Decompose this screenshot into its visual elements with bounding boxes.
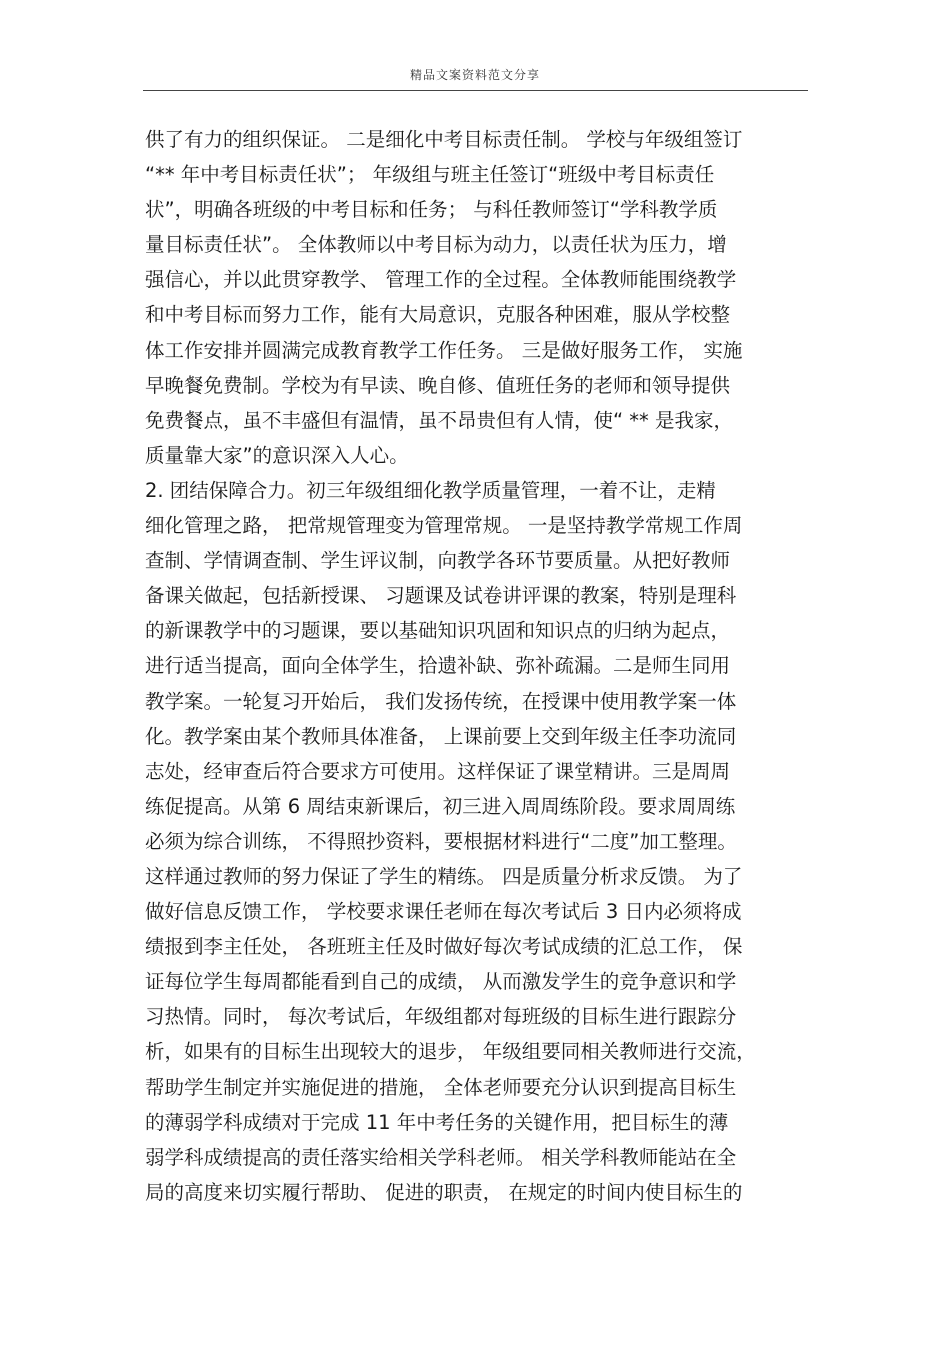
text-line: 志处，经审查后符合要求方可使用。这样保证了课堂精讲。三是周周	[145, 759, 731, 783]
text-line: 做好信息反馈工作， 学校要求课任老师在每次考试后 3 日内必须将成	[145, 900, 742, 924]
document-body	[145, 122, 815, 1210]
text-line: 析，如果有的目标生出现较大的退步， 年级组要同相关教师进行交流，	[145, 1040, 756, 1064]
text-line: 强信心，并以此贯穿教学、 管理工作的全过程。全体教师能围绕教学	[145, 268, 737, 292]
text-line: 2. 团结保障合力。初三年级组细化教学质量管理，一着不让，走精	[145, 478, 716, 502]
text-line: 必须为综合训练， 不得照抄资料，要根据材料进行“二度”加工整理。	[145, 829, 737, 853]
text-line: 查制、学情调查制、学生评议制，向教学各环节要质量。从把好教师	[145, 549, 731, 573]
text-line: 和中考目标而努力工作，能有大局意识，克服各种困难，服从学校整	[145, 303, 731, 327]
text-line: 体工作安排并圆满完成教育教学工作任务。 三是做好服务工作， 实施	[145, 338, 743, 362]
text-line: 细化管理之路， 把常规管理变为管理常规。 一是坚持教学常规工作周	[145, 514, 743, 538]
text-line: 早晚餐免费制。学校为有早读、晚自修、值班任务的老师和领导提供	[145, 373, 731, 397]
header-divider	[143, 90, 808, 91]
text-line: 教学案。一轮复习开始后， 我们发扬传统，在授课中使用教学案一体	[145, 689, 737, 713]
text-line: 量目标责任状”。 全体教师以中考目标为动力，以责任状为压力，增	[145, 233, 727, 257]
text-line: 供了有力的组织保证。 二是细化中考目标责任制。 学校与年级组签订	[145, 128, 743, 151]
text-line: 的薄弱学科成绩对于完成 11 年中考任务的关键作用，把目标生的薄	[145, 1110, 729, 1134]
text-line: 练促提高。从第 6 周结束新课后，初三进入周周练阶段。要求周周练	[145, 794, 736, 818]
text-line: 状”，明确各班级的中考目标和任务； 与科任教师签订“学科教学质	[145, 198, 718, 222]
text-line: 免费餐点，虽不丰盛但有温情，虽不昂贵但有人情，使“ ** 是我家，	[145, 408, 733, 432]
text-line: 这样通过教师的努力保证了学生的精练。 四是质量分析求反馈。 为了	[145, 864, 743, 888]
text-line: 进行适当提高，面向全体学生，拾遗补缺、弥补疏漏。二是师生同用	[145, 654, 731, 678]
text-line: 习热情。同时， 每次考试后，年级组都对每班级的目标生进行跟踪分	[145, 1005, 737, 1029]
text-line: “** 年中考目标责任状”； 年级组与班主任签订“班级中考目标责任	[145, 163, 715, 187]
text-line: 的新课教学中的习题课，要以基础知识巩固和知识点的归纳为起点，	[145, 619, 731, 643]
text-line: 质量靠大家”的意识深入人心。	[145, 443, 409, 467]
text-line: 弱学科成绩提高的责任落实给相关学科老师。 相关学科教师能站在全	[145, 1145, 737, 1169]
text-line: 备课关做起，包括新授课、 习题课及试卷讲评课的教案，特别是理科	[145, 584, 737, 608]
page-header: 精品文案资料范文分享	[409, 68, 540, 82]
text-line: 证每位学生每周都能看到自己的成绩， 从而激发学生的竞争意识和学	[145, 970, 737, 994]
text-line: 帮助学生制定并实施促进的措施， 全体老师要充分认识到提高目标生	[145, 1075, 737, 1099]
text-line: 绩报到李主任处， 各班班主任及时做好每次考试成绩的汇总工作， 保	[145, 935, 743, 959]
text-line: 化。教学案由某个教师具体准备， 上课前要上交到年级主任李功流同	[145, 724, 737, 748]
text-line: 局的高度来切实履行帮助、 促进的职责， 在规定的时间内使目标生的	[145, 1180, 743, 1204]
